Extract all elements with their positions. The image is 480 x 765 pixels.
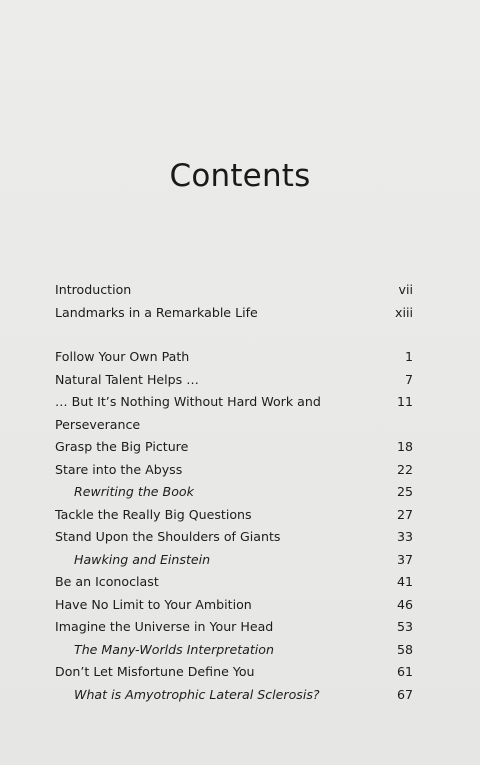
- toc-entry: [55, 619, 413, 642]
- toc-subentry: [55, 552, 413, 575]
- toc-entry-title: Don’t Let Misfortune Define You: [55, 664, 255, 679]
- toc-page-number: 25: [396, 484, 413, 499]
- toc-entry: [55, 597, 413, 620]
- toc-entry: [55, 529, 413, 552]
- toc-entry: [55, 574, 413, 597]
- toc-subentry: [55, 484, 413, 507]
- toc-entry-title: Grasp the Big Picture: [55, 439, 189, 454]
- toc-page-number: 1: [404, 349, 413, 364]
- section-gap: [55, 327, 413, 349]
- toc-entry-title: Rewriting the Book: [74, 484, 194, 499]
- toc-entry: [55, 417, 413, 440]
- toc-entry-title: Natural Talent Helps …: [55, 371, 199, 387]
- toc-entry: [55, 372, 413, 395]
- toc-entry-title: Stare into the Abyss: [55, 461, 183, 477]
- toc-page-number: 37: [396, 551, 413, 567]
- toc-page-number: xiii: [395, 304, 413, 320]
- front-matter-list: [55, 282, 413, 327]
- toc-subentry: [55, 687, 413, 710]
- toc-entry: [55, 664, 413, 687]
- toc-page-number: 27: [396, 506, 413, 522]
- toc-page-number: vii: [398, 282, 413, 297]
- toc-entry-title: … But It’s Nothing Without Hard Work and: [55, 394, 321, 409]
- toc-entry-title: Perseverance: [55, 416, 141, 432]
- toc-entry: [55, 282, 413, 305]
- toc-page-number: 7: [404, 371, 413, 387]
- toc-entry-title: Stand Upon the Shoulders of Giants: [55, 529, 281, 544]
- table-of-contents: [55, 282, 413, 709]
- contents-title: Contents: [169, 158, 311, 194]
- toc-subentry: [55, 642, 413, 665]
- toc-entry: [55, 305, 413, 328]
- toc-entry-title: Imagine the Universe in Your Head: [55, 619, 274, 634]
- toc-page-number: 18: [396, 439, 413, 454]
- toc-entry: [55, 394, 413, 417]
- toc-page-number: 67: [396, 686, 413, 702]
- toc-page-number: 41: [396, 574, 413, 589]
- toc-entry: [55, 507, 413, 530]
- toc-entry-title: Be an Iconoclast: [55, 574, 159, 589]
- toc-page-number: 33: [396, 529, 413, 544]
- toc-entry: [55, 439, 413, 462]
- toc-entry-title: Tackle the Really Big Questions: [55, 506, 252, 522]
- toc-entry-title: The Many-Worlds Interpretation: [74, 641, 274, 657]
- toc-page-number: 61: [396, 664, 413, 679]
- toc-entry: [55, 462, 413, 485]
- toc-page-number: 11: [396, 394, 413, 409]
- toc-entry-title: What is Amyotrophic Lateral Sclerosis?: [74, 686, 320, 702]
- toc-page-number: 22: [396, 461, 413, 477]
- chapter-list: [55, 349, 413, 709]
- toc-entry-title: Follow Your Own Path: [55, 349, 190, 364]
- toc-page-number: 46: [396, 596, 413, 612]
- toc-entry-title: Have No Limit to Your Ambition: [55, 596, 252, 612]
- toc-entry-title: Hawking and Einstein: [74, 551, 211, 567]
- toc-page-number: 58: [396, 641, 413, 657]
- toc-entry: [55, 349, 413, 372]
- toc-entry-title: Introduction: [55, 282, 132, 297]
- toc-page-number: 53: [396, 619, 413, 634]
- toc-entry-title: Landmarks in a Remarkable Life: [55, 304, 258, 320]
